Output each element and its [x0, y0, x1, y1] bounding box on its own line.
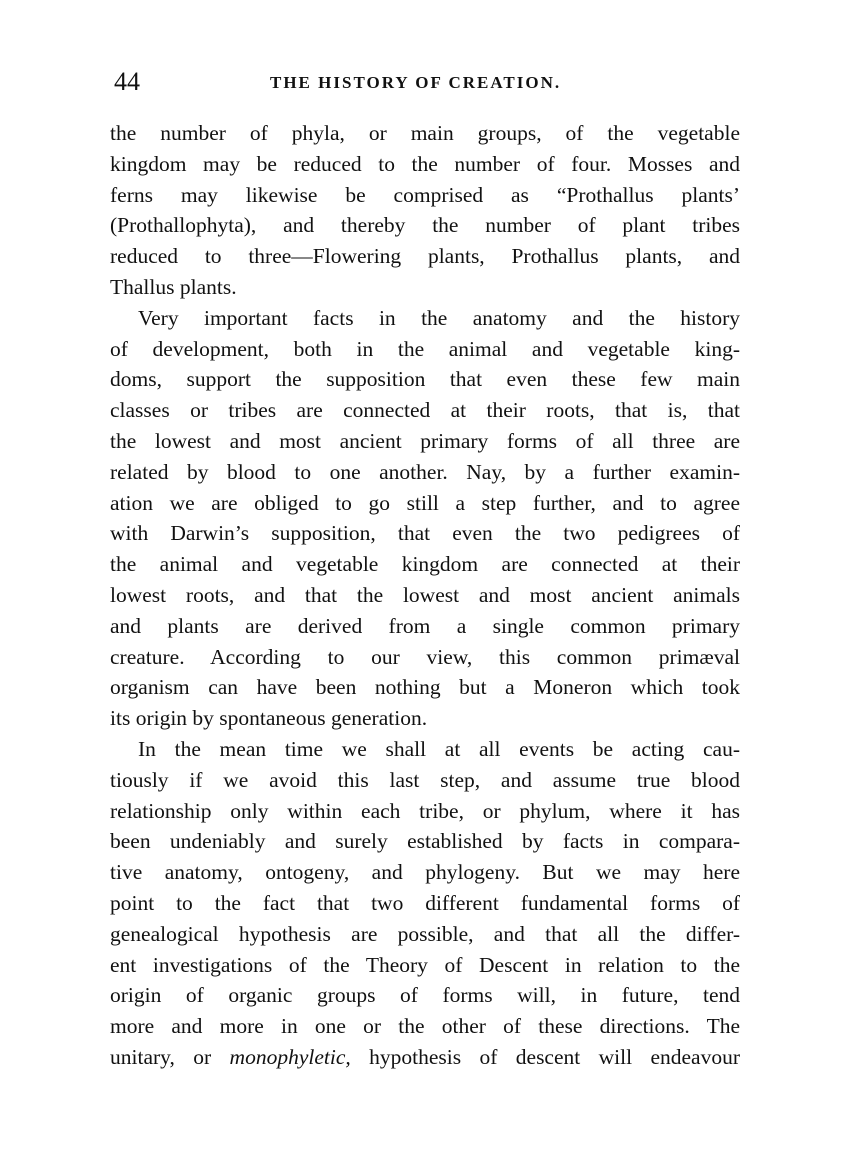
text-line: ferns may likewise be comprised as “Prothallus plants’: [110, 182, 740, 207]
text-line: the animal and vegetable kingdom are connected at their: [110, 552, 740, 577]
final-line-end: hypothesis of descent will endeavour: [350, 1044, 740, 1069]
final-line-start: unitary, or: [110, 1044, 230, 1069]
text-line: the lowest and most ancient primary forms of all three are: [110, 428, 740, 453]
text-line: genealogical hypothesis are possible, and that all the differ-: [110, 921, 740, 946]
text-line: classes or tribes are connected at their roots, that is, that: [110, 398, 740, 423]
page-number: 44: [114, 67, 140, 96]
text-line: related by blood to one another. Nay, by a further examin-: [110, 459, 740, 484]
text-line: kingdom may be reduced to the number of four. Mosses and: [110, 151, 740, 176]
text-line: origin of organic groups of forms will, in future, tend: [110, 983, 740, 1008]
text-line: and plants are derived from a single common primary: [110, 613, 740, 638]
text-line: doms, support the supposition that even these few main: [110, 367, 740, 392]
text-line: creature. According to our view, this common primæval: [110, 644, 740, 669]
text-line: its origin by spontaneous generation.: [110, 706, 428, 731]
text-line: point to the fact that two different fundamental forms of: [110, 890, 740, 915]
text-line: Thallus plants.: [110, 274, 237, 299]
running-title: THE HISTORY OF CREATION.: [270, 73, 562, 92]
text-line: tive anatomy, ontogeny, and phylogeny. But we may here: [110, 860, 740, 885]
text-line: In the mean time we shall at all events be acting cau-: [138, 736, 740, 761]
text-line: lowest roots, and that the lowest and most ancient animals: [110, 582, 740, 607]
text-line: been undeniably and surely established by facts in compara-: [110, 829, 740, 854]
text-line: of development, both in the animal and vegetable king-: [110, 336, 740, 361]
text-line: relationship only within each tribe, or phylum, where it has: [110, 798, 740, 823]
body-text: [110, 118, 740, 1073]
text-line: Very important facts in the anatomy and the history: [138, 305, 740, 330]
running-head: [110, 64, 740, 104]
text-line: reduced to three—Flowering plants, Prothallus plants, and: [110, 244, 740, 269]
text-line-final: [110, 1042, 740, 1073]
text-line: (Prothallophyta), and thereby the number of plant tribes: [110, 213, 740, 238]
text-line: the number of phyla, or main groups, of the vegetable: [110, 121, 740, 145]
text-line: with Darwin’s supposition, that even the two pedigrees of: [110, 521, 740, 546]
text-line: tiously if we avoid this last step, and assume true blood: [110, 767, 740, 792]
text-line: ent investigations of the Theory of Descent in relation to the: [110, 952, 740, 977]
italic-term: monophyletic,: [229, 1044, 351, 1069]
text-line: ation we are obliged to go still a step further, and to agree: [110, 490, 740, 515]
text-line: organism can have been nothing but a Moneron which took: [110, 675, 740, 700]
text-line: more and more in one or the other of these directions. The: [110, 1014, 740, 1039]
